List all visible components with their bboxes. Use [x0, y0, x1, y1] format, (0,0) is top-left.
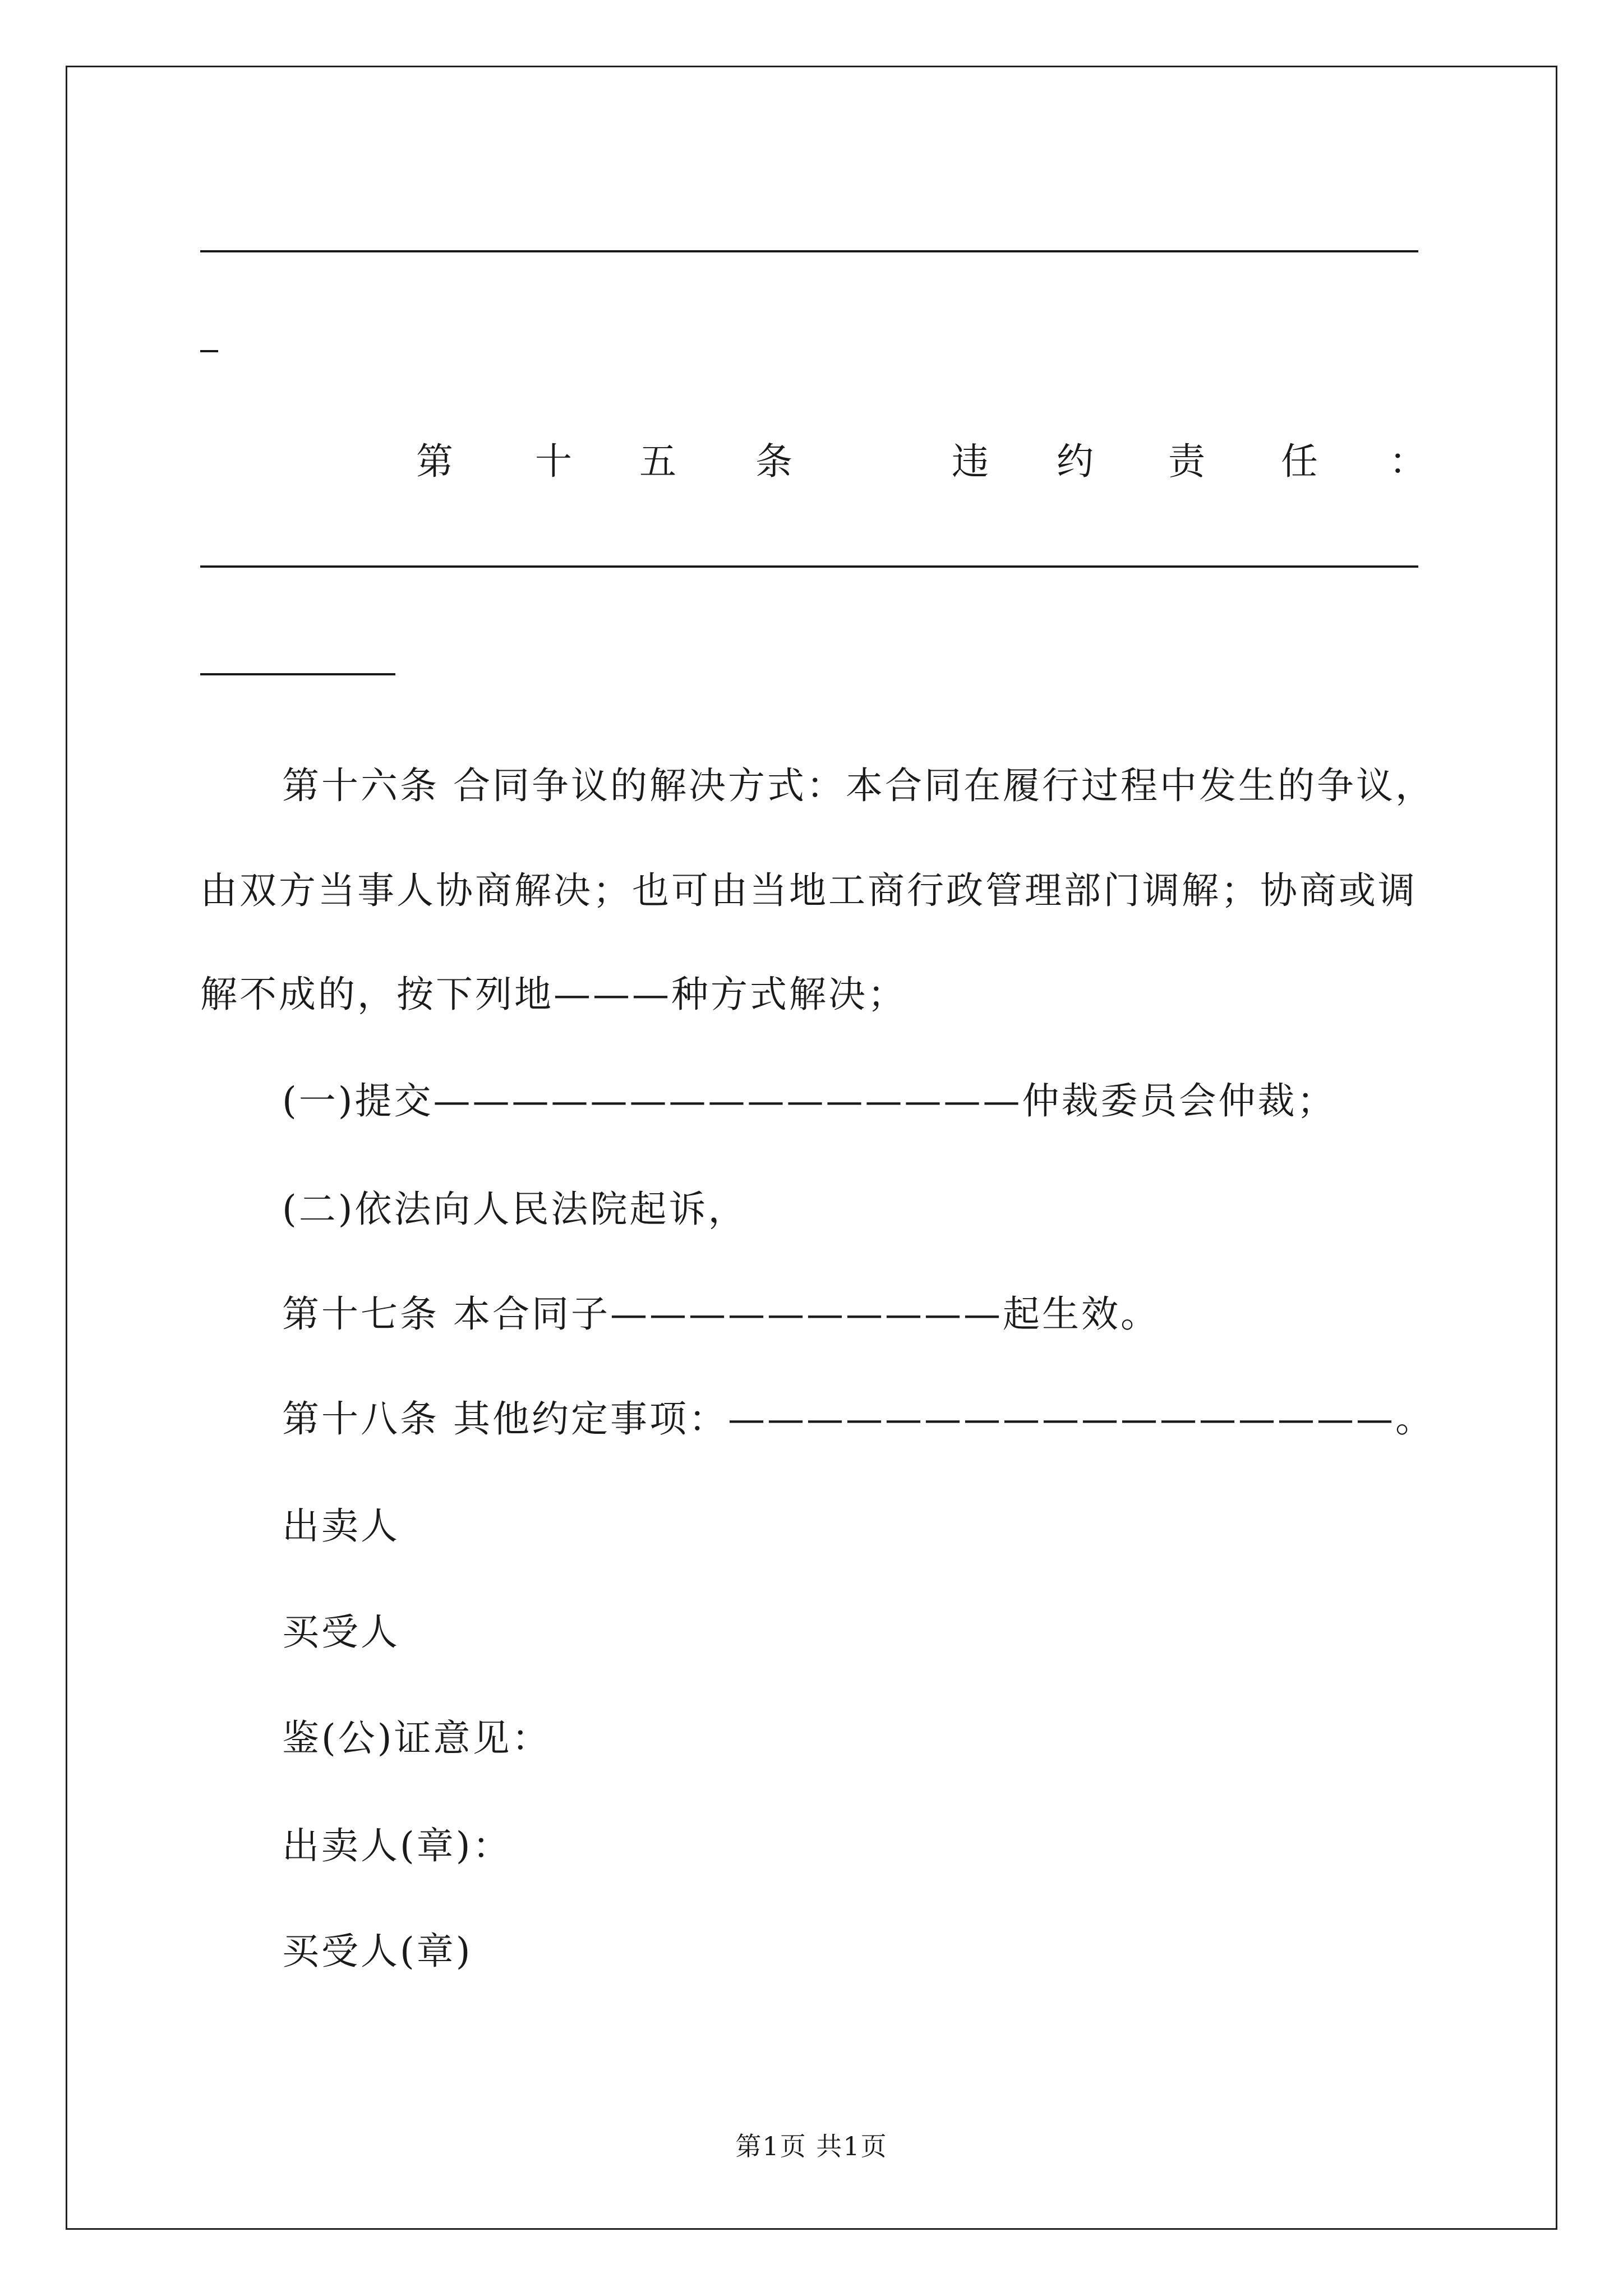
dispute-option-arbitration: (一)提交———————————————仲裁委员会仲裁；: [282, 1079, 1336, 1122]
seller-label: 出卖人: [282, 1504, 400, 1548]
article-15-char: 责: [1168, 440, 1205, 483]
article-15-char: 五: [639, 440, 676, 483]
blank-line-2: [200, 350, 218, 352]
article-17: 第十七条 本合同子——————————起生效。: [282, 1292, 1160, 1336]
page-indicator: 第1页 共1页: [735, 2131, 888, 2161]
article-16-line-2: 由双方当事人协商解决；也可由当地工商行政管理部门调解；协商或调: [200, 869, 1417, 912]
article-18: 第十八条 其他约定事项：—————————————————。: [282, 1397, 1435, 1441]
article-15-char: 约: [1057, 440, 1094, 483]
article-15-char: 任: [1281, 440, 1318, 483]
buyer-label: 买受人: [282, 1611, 400, 1654]
article-16-line-3: 解不成的，按下列地———种方式解决；: [200, 973, 907, 1016]
seller-seal-label: 出卖人(章)：: [282, 1824, 512, 1867]
article-15-char: 违: [952, 440, 989, 483]
notary-opinion-label: 鉴(公)证意见：: [282, 1717, 551, 1760]
article-15-char: ：: [1389, 440, 1426, 483]
article-15-char: 第: [416, 440, 453, 483]
blank-line-3: [200, 565, 1418, 568]
blank-line-1: [200, 250, 1418, 252]
blank-line-4: [200, 673, 395, 675]
article-15-char: 十: [535, 440, 572, 483]
buyer-seal-label: 买受人(章): [282, 1930, 473, 1973]
page-frame: [66, 66, 1557, 2230]
article-16-line-1: 第十六条 合同争议的解决方式：本合同在履行过程中发生的争议，: [282, 764, 1435, 807]
dispute-option-litigation: (二)依法向人民法院起诉，: [282, 1188, 748, 1231]
article-15-char: 条: [755, 440, 792, 483]
